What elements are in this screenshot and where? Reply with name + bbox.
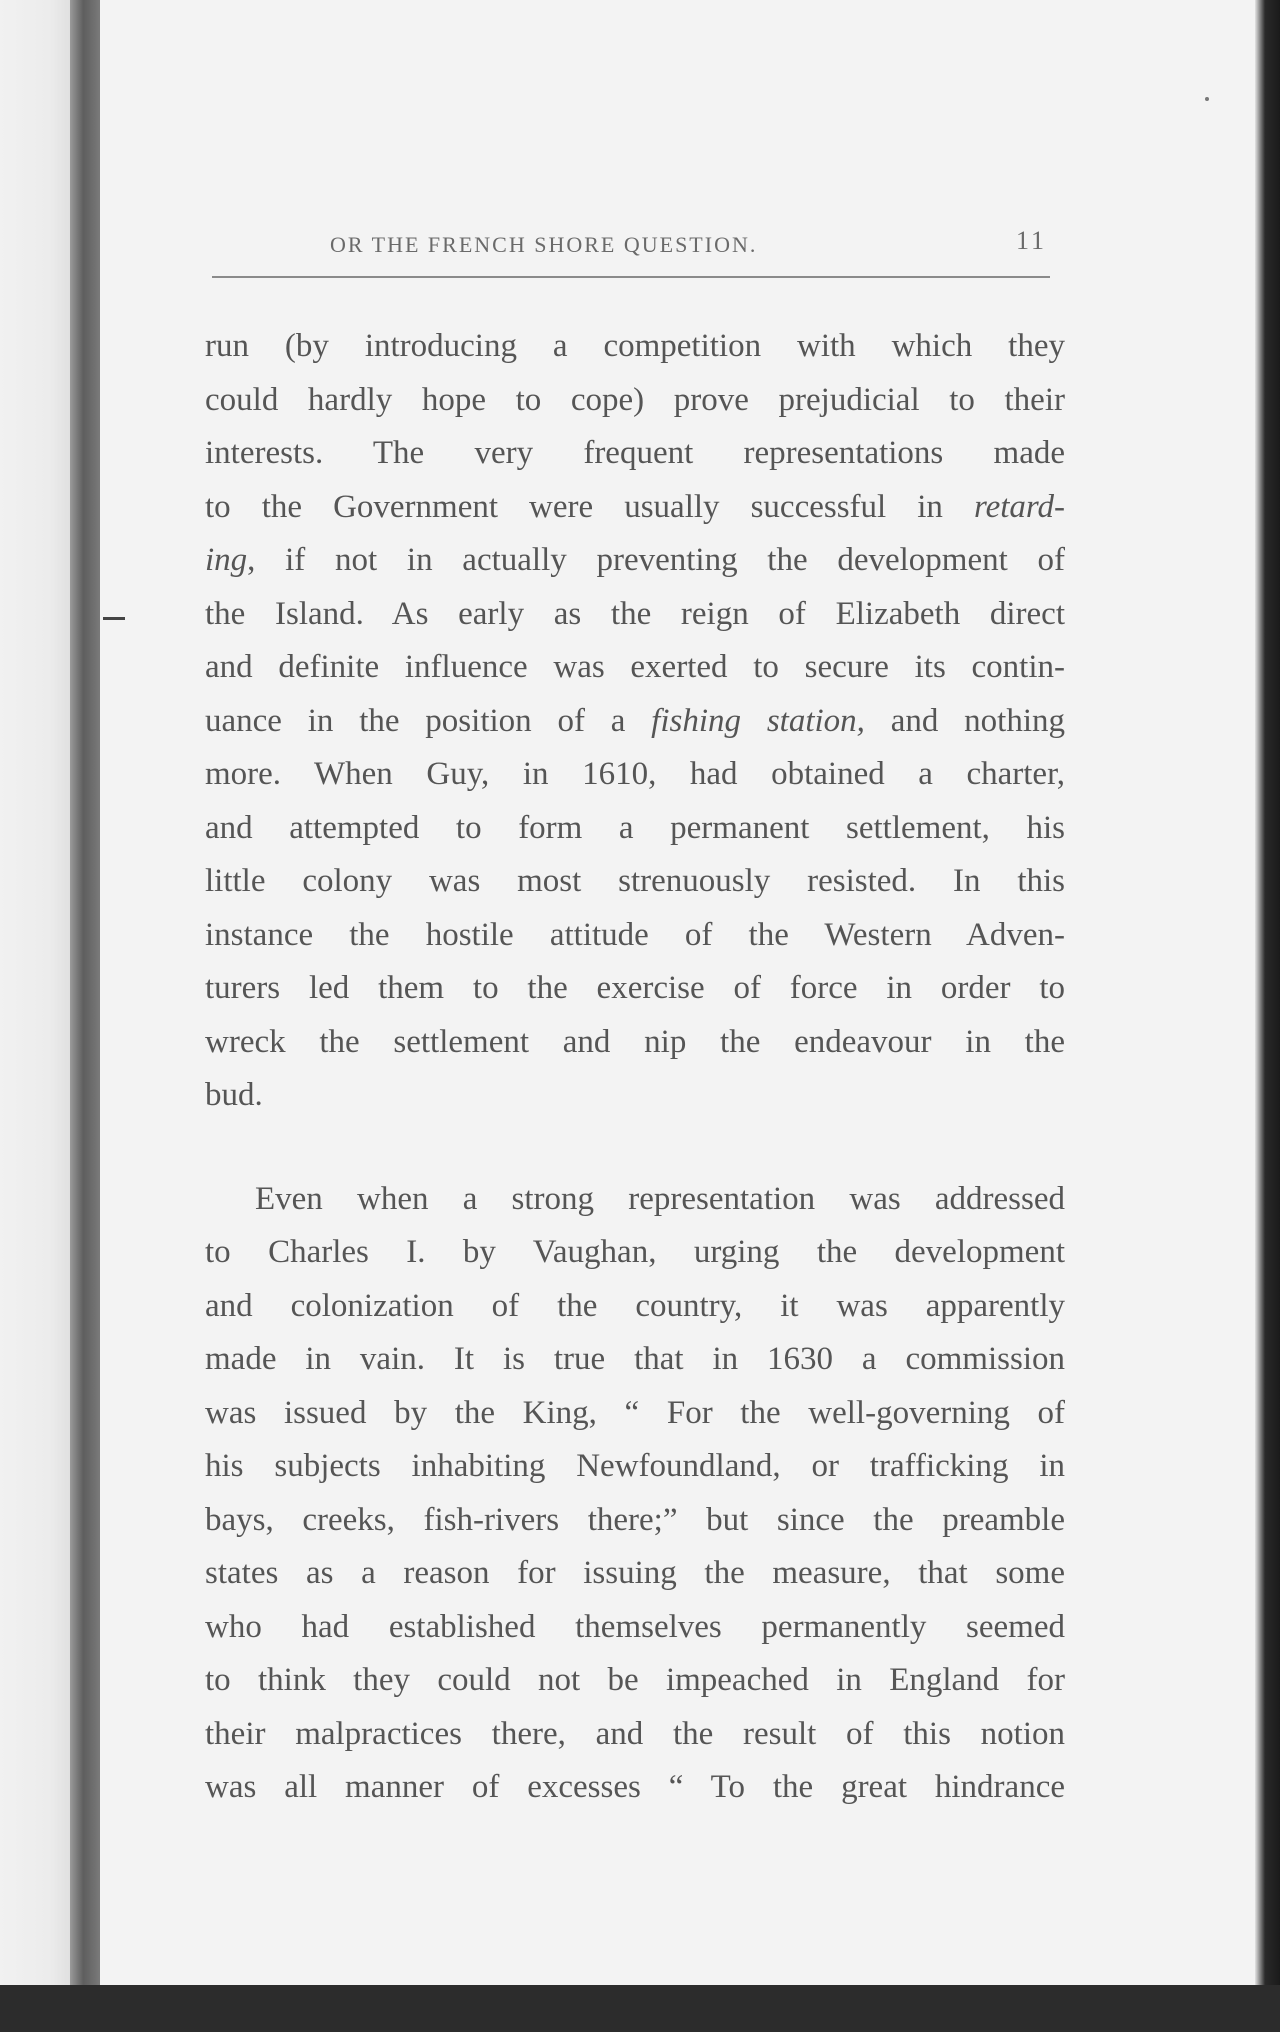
text-line: his subjects inhabiting Newfoundland, or trafficking in — [205, 1448, 1065, 1484]
text-line: could hardly hope to cope) prove prejudicial to their — [205, 381, 1065, 418]
text-line: was all manner of excesses “ To the great hindrance — [205, 1769, 1065, 1805]
margin-mark — [103, 617, 125, 620]
text-line: interests. The very frequent representations made — [205, 435, 1065, 471]
scan-bottom-border — [0, 1985, 1280, 2032]
paper-speck — [1205, 97, 1209, 101]
text-line: bud. — [205, 1077, 263, 1113]
text-line: was issued by the King, “ For the well-governing of — [205, 1394, 1065, 1431]
text-line: instance the hostile attitude of the Western Adven- — [205, 916, 1065, 953]
text-line — [205, 481, 1065, 535]
text-line: run (by introducing a competition with which they — [205, 328, 1065, 364]
text-line: to Charles I. by Vaughan, urging the development — [205, 1234, 1065, 1270]
paragraph-gap — [205, 1123, 1065, 1173]
text-line — [205, 695, 1065, 749]
text-line: to think they could not be impeached in England for — [205, 1662, 1065, 1698]
text-line: the Island. As early as the reign of Elizabeth direct — [205, 595, 1065, 632]
italic-word: ing — [205, 542, 248, 578]
text-segment: to the Government were usually successful in — [205, 488, 974, 525]
text-segment: uance in the position of a — [205, 702, 652, 739]
text-line: and attempted to form a permanent settlement, his — [205, 809, 1065, 846]
text-line: more. When Guy, in 1610, had obtained a charter, — [205, 756, 1065, 792]
italic-word: retard- — [973, 488, 1065, 525]
text-line: little colony was most strenuously resisted. In this — [205, 863, 1065, 899]
text-line: wreck the settlement and nip the endeavour in the — [205, 1023, 1065, 1060]
text-segment: , if not in actually preventing the development of — [247, 542, 1065, 578]
text-line: and definite influence was exerted to secure its contin- — [205, 649, 1065, 685]
text-line: Even when a strong representation was addressed — [255, 1180, 1065, 1217]
text-line: turers led them to the exercise of force in order to — [205, 970, 1065, 1006]
paragraph-1 — [205, 320, 1065, 1123]
text-line: their malpractices there, and the result of this notion — [205, 1715, 1065, 1752]
text-line: and colonization of the country, it was apparently — [205, 1287, 1065, 1324]
body-text — [205, 320, 1065, 1815]
paragraph-2 — [205, 1173, 1065, 1815]
text-segment: and nothing — [864, 702, 1065, 739]
italic-phrase: fishing station, — [651, 702, 865, 739]
page-number: 11 — [1016, 226, 1048, 255]
text-line: bays, creeks, fish-rivers there;” but since the preamble — [205, 1501, 1065, 1538]
running-title: OR THE FRENCH SHORE QUESTION. — [330, 232, 758, 257]
text-line — [205, 534, 1065, 588]
page-right-edge — [1255, 0, 1280, 1985]
text-line: made in vain. It is true that in 1630 a commission — [205, 1341, 1065, 1377]
facing-page-edge — [0, 0, 70, 2032]
book-spine-shadow — [70, 0, 100, 1985]
text-line: who had established themselves permanently seemed — [205, 1608, 1065, 1645]
header-rule — [212, 276, 1050, 278]
text-line: states as a reason for issuing the measure, that some — [205, 1555, 1065, 1591]
